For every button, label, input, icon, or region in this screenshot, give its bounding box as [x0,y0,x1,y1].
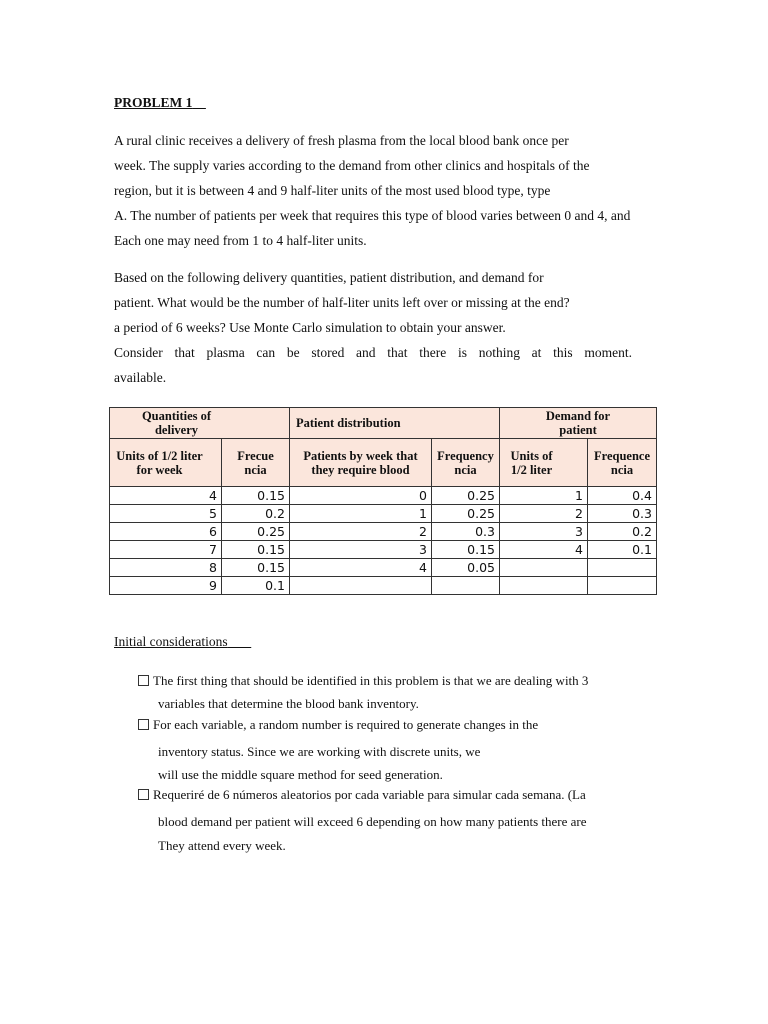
table-cell [500,577,588,595]
table-cell: 2 [500,505,588,523]
table-cell: 0.15 [432,541,500,559]
consider-line: Consider that plasma can be stored and that there is nothing at this moment. [114,345,632,360]
considerations-title: Initial considerations [114,634,228,649]
table-cell: 4 [500,541,588,559]
table-cell: 7 [110,541,222,559]
intro-line: A. The number of patients per week that requires this type of blood varies between 0 and 4, and [114,208,631,223]
col-frec2: Frequency ncia [432,439,500,487]
table-cell: 8 [110,559,222,577]
bullet-item: The first thing that should be identified in this problem is that we are dealing with 3 variables that determine the blood bank inventory. [138,673,588,712]
table-cell: 5 [110,505,222,523]
table-row [110,523,657,541]
table-row [110,541,657,559]
problem-title: PROBLEM 1 [114,95,193,110]
table-cell: 1 [290,505,432,523]
bullet-item: Requeriré de 6 números aleatorios por cada variable para simular cada semana. (La blood demand per patient will exceed 6 depending on how many patients there are They attend every week. [138,787,587,854]
table-cell: 0.25 [432,505,500,523]
table-row [110,577,657,595]
question-line: patient. What would be the number of half-liter units left over or missing at the end? [114,295,570,310]
table-row [110,559,657,577]
col-units-week: Units of 1/2 liter for week [110,439,222,487]
question-paragraph [114,265,632,390]
table-cell: 2 [290,523,432,541]
col-patients-by-week: Patients by week that they require blood [290,439,432,487]
table-cell: 1 [500,487,588,505]
table-cell: 4 [110,487,222,505]
table-cell: 0.3 [588,505,657,523]
consider-line: available. [114,370,167,385]
table-cell: 3 [290,541,432,559]
header-patients: Patient distribution [290,408,500,439]
table-cell [588,577,657,595]
table-cell: 3 [500,523,588,541]
table-cell: 0.05 [432,559,500,577]
table-cell: 0.1 [588,541,657,559]
table-cell: 0.15 [222,487,290,505]
table-cell: 6 [110,523,222,541]
col-units-half: Units of 1/2 liter [500,439,588,487]
question-line: a period of 6 weeks? Use Monte Carlo simulation to obtain your answer. [114,320,506,335]
bullet-item: For each variable, a random number is required to generate changes in the inventory status. Since we are working with discrete units, we will use the middle square method for seed generation. [138,717,538,783]
table-cell: 4 [290,559,432,577]
table-cell [432,577,500,595]
checkbox-bullet-icon [138,719,149,730]
checkbox-bullet-icon [138,675,149,686]
table-cell: 0 [290,487,432,505]
table-cell: 9 [110,577,222,595]
table-cell: 0.1 [222,577,290,595]
col-frec3: Frequence ncia [588,439,657,487]
table-row [110,505,657,523]
intro-line: Each one may need from 1 to 4 half-liter units. [114,233,367,248]
col-frec1: Frecue ncia [222,439,290,487]
header-demand: Demand for patient [500,408,657,439]
table-cell: 0.2 [222,505,290,523]
table-row [110,487,657,505]
table-cell: 0.2 [588,523,657,541]
table-cell: 0.3 [432,523,500,541]
table-cell [290,577,432,595]
intro-line: region, but it is between 4 and 9 half-liter units of the most used blood type, type [114,183,551,198]
header-delivery: Quantities of delivery [110,408,290,439]
intro-line: A rural clinic receives a delivery of fresh plasma from the local blood bank once per [114,133,569,148]
table-cell: 0.25 [432,487,500,505]
table-cell: 0.15 [222,541,290,559]
distribution-table [109,407,657,595]
table-cell [500,559,588,577]
table-cell: 0.25 [222,523,290,541]
checkbox-bullet-icon [138,789,149,800]
table-cell: 0.15 [222,559,290,577]
table-cell: 0.4 [588,487,657,505]
table-cell [588,559,657,577]
intro-line: week. The supply varies according to the demand from other clinics and hospitals of the [114,158,590,173]
intro-paragraph [114,128,630,253]
question-line: Based on the following delivery quantities, patient distribution, and demand for [114,270,544,285]
